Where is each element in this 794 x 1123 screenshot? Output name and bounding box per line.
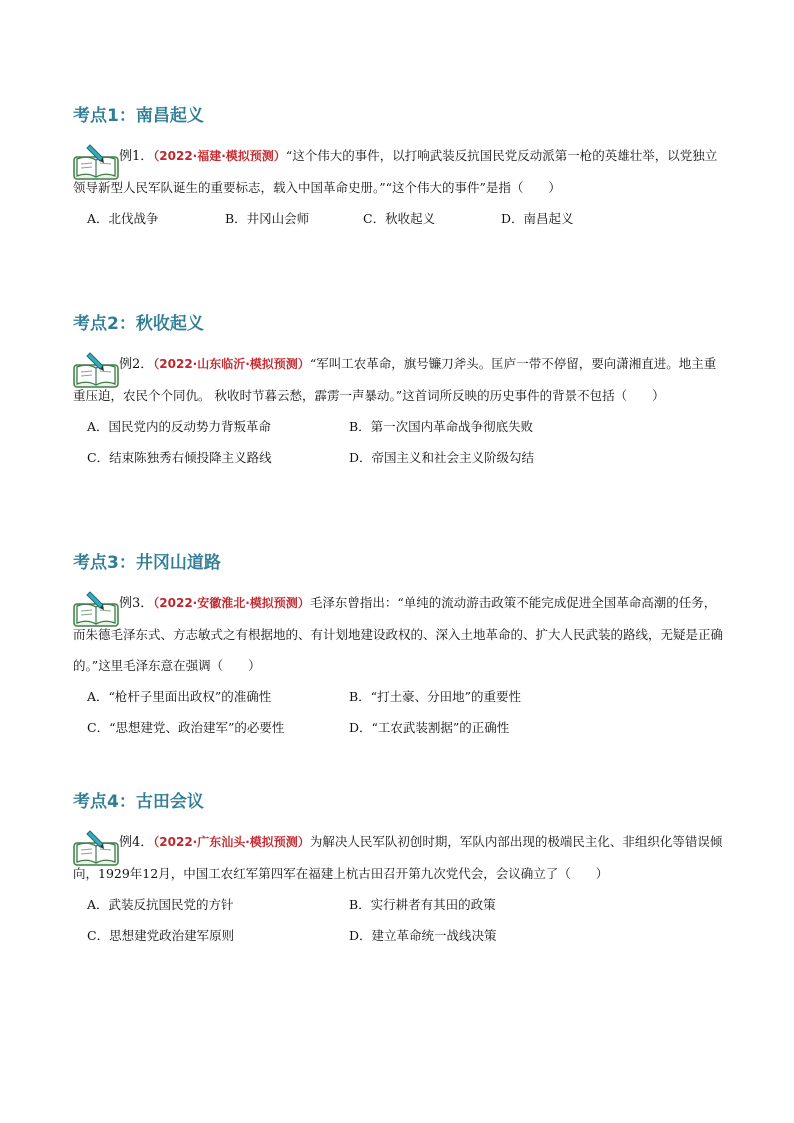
options [73, 681, 723, 743]
options [73, 889, 723, 951]
option-c: C．思想建党政治建军原则 [87, 928, 235, 943]
example-4 [73, 826, 723, 951]
section-4 [73, 790, 723, 951]
option-b: B．实行耕者有其田的政策 [349, 897, 496, 912]
section-heading: 考点3：井冈山道路 [73, 553, 221, 573]
example-source: （2022·广东汕头·模拟预测） [153, 835, 310, 849]
example-label: 例3． [119, 596, 154, 611]
example-source: （2022·安徽淮北·模拟预测） [153, 596, 310, 610]
section-heading: 考点2：秋收起义 [73, 314, 204, 334]
option-b: B．“打土豪、分田地”的重要性 [349, 689, 521, 704]
example-question: 毛泽东曾指出：“单纯的流动游击政策不能完成促进全国革命高潮的任务，而朱德毛泽东式、方志敏式之有根据地的、有计划地建设政权的、深入土地革命的、扩大人民武装的路线，无疑是正确的。”这里毛泽东意在强调（ ） [73, 595, 724, 673]
example-question: “这个伟大的事件，以打响武装反抗国民党反动派第一枪的英雄壮举，以党独立领导新型人民军队诞生的重要标志，载入中国革命史册。”“这个伟大的事件”是指（ ） [73, 148, 718, 195]
option-d: D．建立革命统一战线决策 [349, 928, 497, 943]
example-3 [73, 587, 723, 743]
option-c: C．秋收起义 [363, 211, 436, 226]
option-a: A．国民党内的反动势力背叛革命 [87, 419, 272, 434]
example-2 [73, 348, 723, 473]
book-pencil-icon [73, 143, 119, 181]
example-question: 为解决人民军队初创时期，军队内部出现的极端民主化、非组织化等错误倾向，1929年12月，中国工农红军第四军在福建上杭古田召开第九次党代会，会议确立了（ ） [73, 834, 723, 881]
book-pencil-icon [73, 590, 119, 628]
option-d: D．帝国主义和社会主义阶级勾结 [349, 450, 535, 465]
example-source: （2022·福建·模拟预测） [153, 149, 286, 163]
option-a: A．武装反抗国民党的方针 [87, 897, 234, 912]
section-heading: 考点4：古田会议 [73, 792, 204, 812]
example-label: 例4． [119, 835, 154, 850]
option-a: A．北伐战争 [87, 211, 159, 226]
options [73, 411, 723, 473]
book-pencil-icon [73, 829, 119, 867]
option-c: C．“思想建党、政治建军”的必要性 [87, 720, 285, 735]
example-question: “军叫工农革命，旗号镰刀斧头。匡庐一带不停留，要向潇湘直进。地主重重压迫，农民个个同仇。 秋收时节暮云愁，霹雳一声暴动。”这首词所反映的历史事件的背景不包括（ ） [73, 356, 717, 403]
example-1 [73, 140, 723, 234]
option-b: B．第一次国内革命战争彻底失败 [349, 419, 534, 434]
section-3 [73, 551, 723, 743]
options [73, 203, 723, 234]
option-d: D．“工农武装割据”的正确性 [349, 720, 510, 735]
book-pencil-icon [73, 351, 119, 389]
example-label: 例2． [119, 357, 154, 372]
example-label: 例1． [119, 149, 154, 164]
section-1 [73, 104, 723, 234]
section-2 [73, 312, 723, 473]
example-source: （2022·山东临沂·模拟预测） [153, 357, 310, 371]
option-c: C．结束陈独秀右倾投降主义路线 [87, 450, 272, 465]
option-d: D．南昌起义 [501, 211, 574, 226]
option-a: A．“枪杆子里面出政权”的准确性 [87, 689, 272, 704]
section-heading: 考点1：南昌起义 [73, 106, 204, 126]
option-b: B．井冈山会师 [225, 211, 310, 226]
